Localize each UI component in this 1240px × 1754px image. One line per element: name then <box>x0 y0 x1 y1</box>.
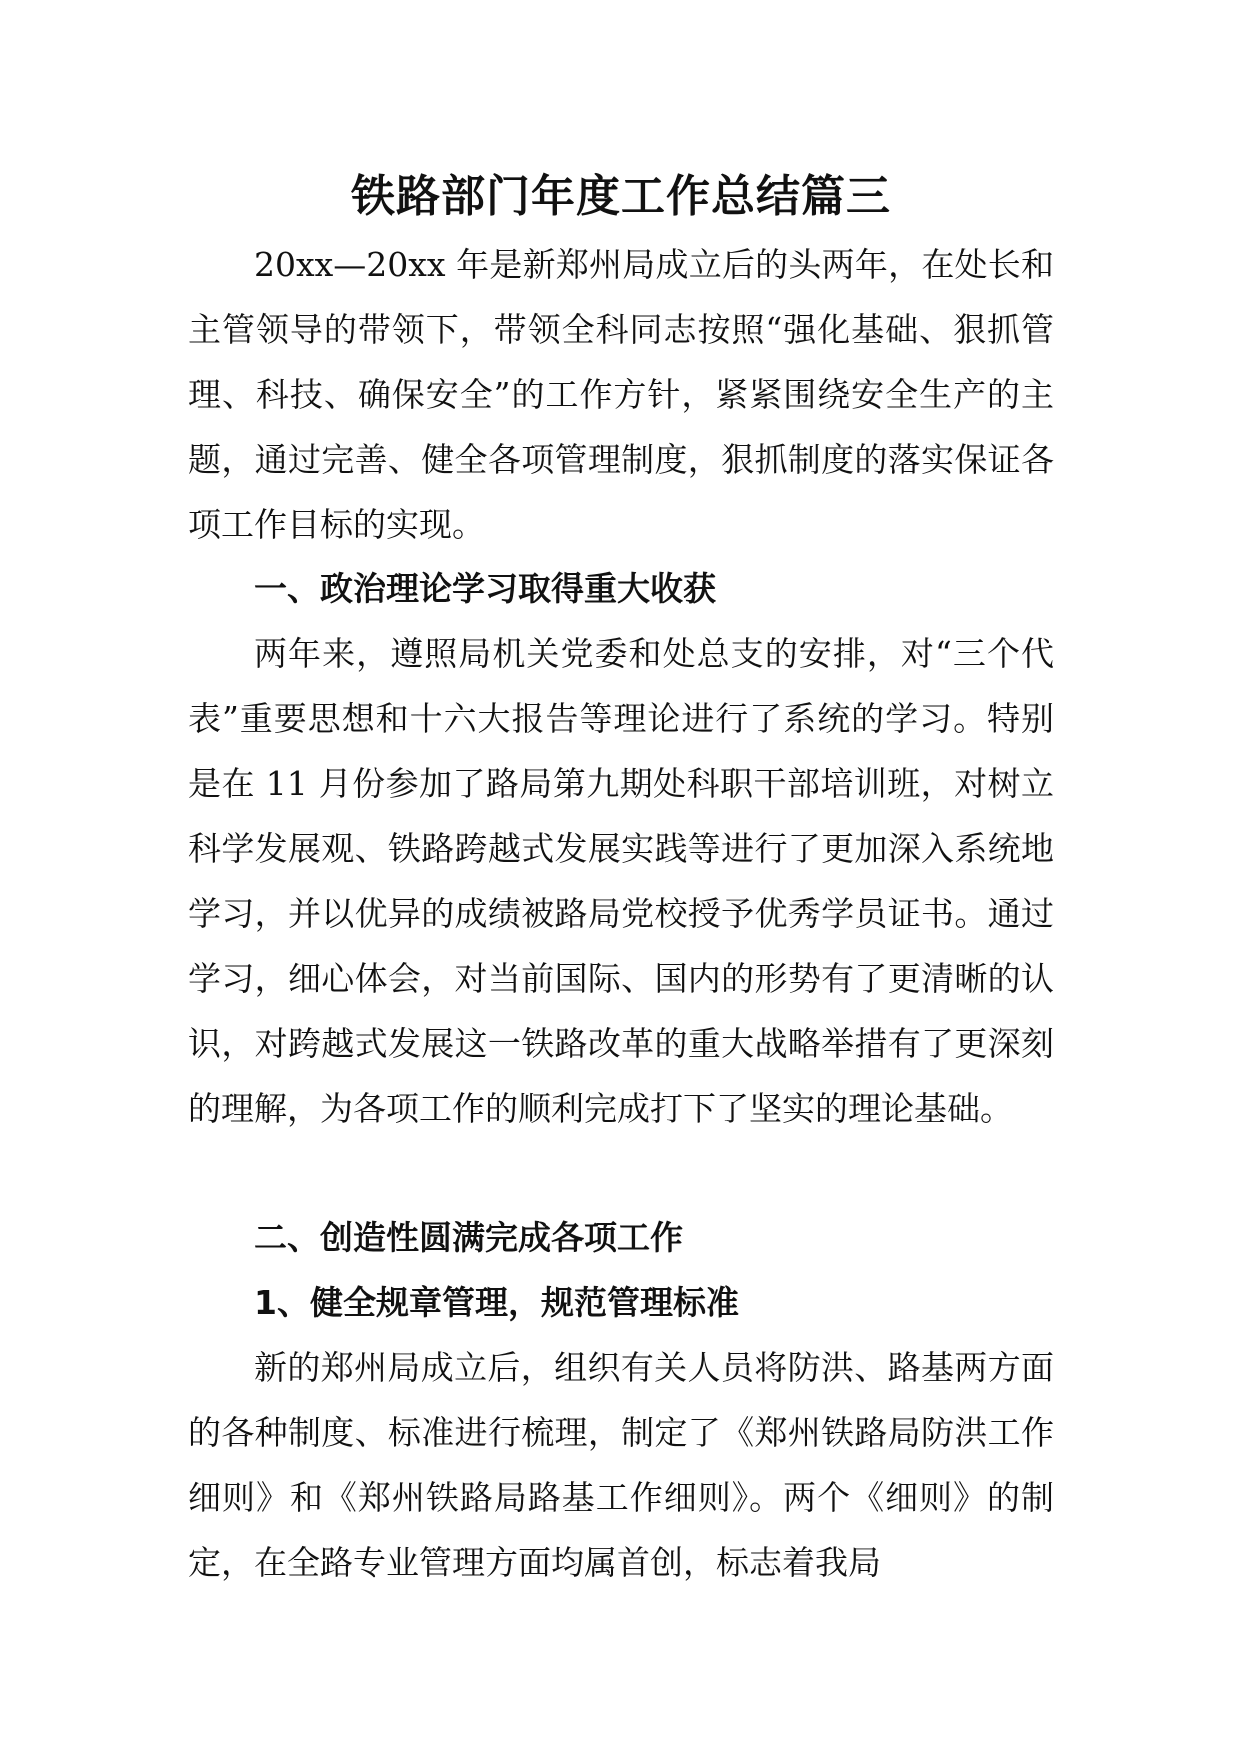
section-2-paragraph: 新的郑州局成立后，组织有关人员将防洪、路基两方面的各种制度、标准进行梳理，制定了《郑州铁路局防洪工作细则》和《郑州铁路局路基工作细则》。两个《细则》的制定，在全路专业管理方面均属首创，标志着我局 <box>188 1348 1054 1582</box>
section-1-paragraph: 两年来，遵照局机关党委和处总支的安排，对“三个代表”重要思想和十六大报告等理论进行了系统的学习。特别是在 11 月份参加了路局第九期处科职干部培训班，对树立科学发展观、铁路跨越式发展实践等进行了更加深入系统地学习，并以优异的成绩被路局党校授予优秀学员证书。通过学习，细心体会，对当前国际、国内的形势有了更清晰的认识，对跨越式发展这一铁路改革的重大战略举措有了更深刻的理解，为各项工作的顺利完成打下了坚实的理论基础。 <box>188 634 1054 1128</box>
intro-paragraph: 20xx—20xx 年是新郑州局成立后的头两年，在处长和主管领导的带领下，带领全科同志按照“强化基础、狠抓管理、科技、确保安全”的工作方针，紧紧围绕安全生产的主题，通过完善、健全各项管理制度，狠抓制度的落实保证各项工作目标的实现。 <box>188 245 1054 544</box>
section-2-heading: 二、创造性圆满完成各项工作 <box>254 1218 683 1257</box>
document-title: 铁路部门年度工作总结篇三 <box>351 171 891 222</box>
section-2-subheading: 1、健全规章管理，规范管理标准 <box>254 1283 739 1322</box>
section-1-heading: 一、政治理论学习取得重大收获 <box>254 569 716 608</box>
